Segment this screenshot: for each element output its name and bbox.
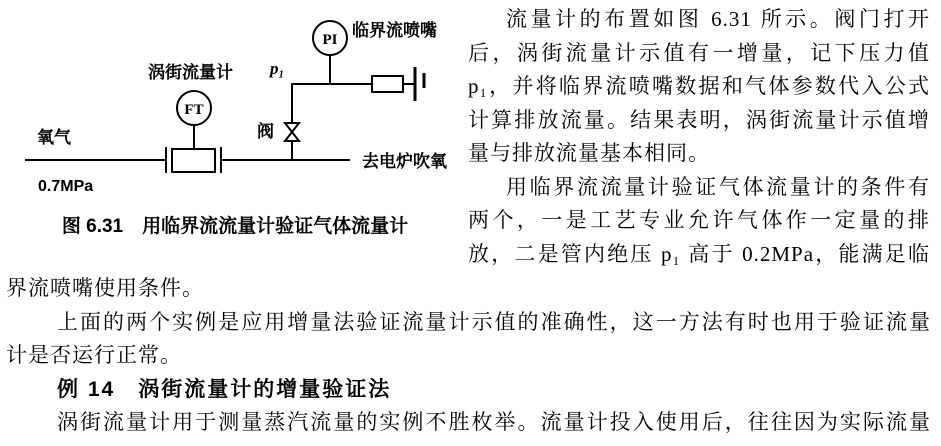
text-line: 后，涡街流量计示值有一增量，记下压力值 bbox=[468, 40, 930, 65]
valve-label: 阀 bbox=[257, 122, 274, 141]
vortex-meter-label: 涡街流量计 bbox=[148, 63, 233, 82]
p1-label: p₁ bbox=[270, 59, 285, 78]
text-line: 两个，一是工艺专业允许气体作一定量的排 bbox=[468, 208, 930, 232]
text-line: 涡街流量计用于测量蒸汽流量的实例不胜枚举。流量计投入使用后，往往因为实际流量 bbox=[57, 410, 931, 434]
text-line: 放，二是管内绝压 p₁ 高于 0.2MPa，能满足临 bbox=[468, 241, 930, 266]
text-line: 计算排放流量。结果表明，涡街流量计示值增 bbox=[468, 107, 930, 132]
text-line: 计是否运行正常。 bbox=[6, 343, 182, 367]
oxygen-label: 氧气 bbox=[37, 128, 71, 147]
pi-tag-label: PI bbox=[322, 32, 338, 48]
text-line: 量与排放流量基本相同。 bbox=[468, 141, 710, 165]
text-line: 上面的两个实例是应用增量法验证流量计示值的准确性，这一方法有时也用于验证流量 bbox=[57, 309, 931, 334]
text-line: 界流喷嘴使用条件。 bbox=[6, 276, 204, 300]
intro-paragraphs bbox=[468, 3, 930, 271]
figure-6-31 bbox=[0, 0, 470, 250]
nozzle-label: 临界流喷嘴 bbox=[352, 21, 437, 40]
valve-symbol-bottom bbox=[285, 132, 299, 141]
nozzle-body bbox=[372, 76, 403, 92]
figure-caption: 图 6.31 用临界流流量计验证气体流量计 bbox=[61, 216, 409, 237]
branch-line bbox=[292, 84, 372, 160]
text-line: 流量计的布置如图 6.31 所示。阀门打开 bbox=[506, 7, 930, 31]
text-line: p₁，并将临界流喷嘴数据和气体参数代入公式 bbox=[468, 74, 930, 98]
to-furnace-label: 去电炉吹氧 bbox=[362, 152, 447, 171]
vortex-meter-body bbox=[172, 149, 215, 172]
ft-tag-label: FT bbox=[184, 102, 204, 118]
example-heading: 例 14 涡街流量计的增量验证法 bbox=[57, 377, 392, 401]
pressure-label: 0.7MPa bbox=[38, 178, 94, 195]
flow-diagram bbox=[0, 0, 470, 205]
text-line: 用临界流流量计验证气体流量计的条件有 bbox=[506, 174, 930, 199]
bottom-paragraphs bbox=[6, 272, 931, 440]
